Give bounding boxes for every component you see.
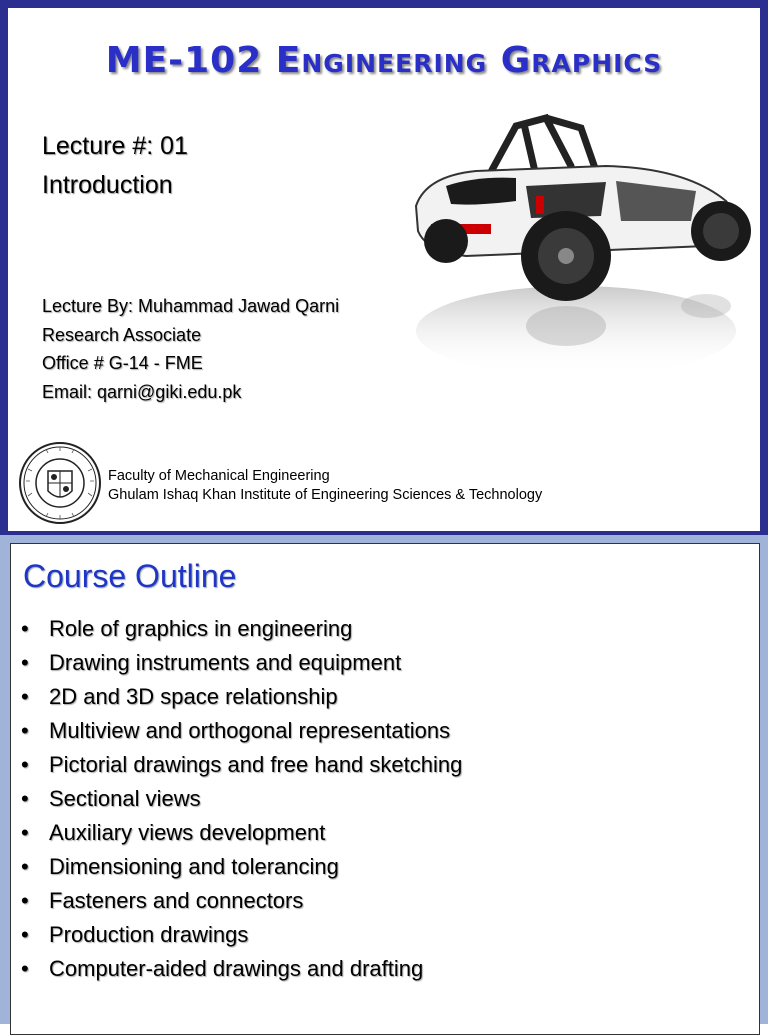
bullet-icon: •	[21, 650, 29, 675]
bullet-icon: •	[21, 684, 29, 709]
list-item: • Sectional views	[21, 782, 462, 816]
bullet-icon: •	[21, 752, 29, 777]
giki-seal-logo	[18, 441, 102, 525]
list-item: • Multiview and orthogonal representations	[21, 714, 462, 748]
title-slide-content	[8, 8, 760, 531]
list-item: • Dimensioning and tolerancing	[21, 850, 462, 884]
lecturer-name: Lecture By: Muhammad Jawad Qarni	[42, 296, 340, 316]
list-item: • Fasteners and connectors	[21, 884, 462, 918]
outline-title: Course Outline	[23, 558, 237, 594]
bullet-icon: •	[21, 786, 29, 811]
lecturer-email: Email: qarni@giki.edu.pk	[42, 381, 242, 402]
lecture-topic: Introduction	[42, 171, 173, 199]
list-item: • Auxiliary views development	[21, 816, 462, 850]
lecture-number: Lecture #: 01	[42, 132, 188, 160]
lecturer-office: Office # G-14 - FME	[42, 353, 203, 373]
list-item: • Role of graphics in engineering	[21, 612, 462, 646]
sports-car-image	[406, 106, 751, 381]
bullet-icon: •	[21, 718, 29, 743]
institution-info	[108, 467, 542, 505]
list-item: • 2D and 3D space relationship	[21, 680, 462, 714]
course-title: ME-102 Engineering Graphics	[105, 40, 663, 81]
course-outline-content	[10, 543, 760, 1035]
bullet-icon: •	[21, 888, 29, 913]
list-item: • Pictorial drawings and free hand sketching	[21, 748, 462, 782]
bullet-icon: •	[21, 820, 29, 845]
institute-name: Ghulam Ishaq Khan Institute of Engineering Sciences & Technology	[108, 487, 543, 503]
list-item: • Computer-aided drawings and drafting	[21, 952, 462, 986]
lecturer-info	[42, 292, 339, 406]
course-outline-slide	[0, 535, 768, 1024]
bullet-icon: •	[21, 616, 29, 641]
bullet-icon: •	[21, 956, 29, 981]
faculty-name: Faculty of Mechanical Engineering	[108, 468, 330, 484]
outline-list	[21, 612, 462, 986]
lecturer-position: Research Associate	[42, 324, 202, 345]
bullet-icon: •	[21, 854, 29, 879]
list-item: • Drawing instruments and equipment	[21, 646, 462, 680]
bullet-icon: •	[21, 922, 29, 947]
list-item: • Production drawings	[21, 918, 462, 952]
